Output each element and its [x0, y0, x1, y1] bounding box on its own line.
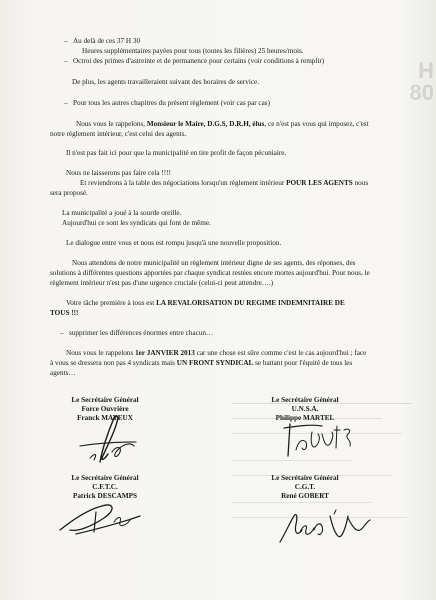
paragraph-profit: Il n'est pas fait ici pour que la municipalité en tire profit de façon pécuniaire. — [66, 149, 287, 157]
paragraph-wait-3: règlement intérieur n'est pas d'une urgence cruciale (celui-ci peut attendre….) — [50, 279, 274, 287]
signature-mayeux — [72, 412, 142, 468]
paragraph-deaf-1: La municipalité a joué à la sourde oreille. — [62, 209, 182, 217]
bleed-through-logo: H 80 — [409, 58, 434, 105]
paragraph-reminder: Nous vous le rappelons, Monsieur le Maire, D.G.S, D.R.H, élus, ce n'est pas vous qui imposez, c'est — [76, 120, 369, 128]
signatory-cgt: Le Secrétaire Général C.G.T. René GOBERT — [271, 474, 339, 500]
paragraph-task: Votre tâche première à tous est LA REVALORISATION DU REGIME INDEMNITAIRE DE — [66, 299, 345, 307]
signature-martel — [282, 420, 362, 460]
bullet-overtime-2: Heures supplémentaires payées pour tous (toutes les filières) 25 heures/mois. — [82, 47, 304, 55]
bullet-chapters: – Pour tous les autres chapitres du présent règlement (voir cas par cas) — [64, 99, 270, 107]
paragraph-task-line2: TOUS !!! — [50, 309, 79, 317]
bullet-allowance: – Octroi des primes d'astreinte et de permanence pour certains (voir conditions à remplir) — [64, 57, 325, 65]
signature-descamps — [56, 500, 144, 540]
paragraph-final-2: à vous se dressera non pas 4 syndicats mais UN FRONT SYNDICAL se battant pour l'équité de tous les — [50, 359, 353, 367]
paragraph-final-1: Nous vous le rappelons 1er JANVIER 2013 car une chose est sûre comme c'est le cas aujourd'hui ; face — [66, 349, 367, 357]
paragraph-wait-2: solutions à différentes questions apportées par chaque syndicat restées encore mortes aujourd'hui. Pour nous, le — [50, 269, 370, 277]
bullet-overtime-1: – Au delà de ces 37 H 30 — [64, 37, 141, 45]
paragraph-deaf-2: Aujourd'hui ce sont les syndicats qui font de même. — [62, 219, 211, 227]
signatory-cftc: Le Secrétaire Général C.F.T.C. Patrick DESCAMPS — [71, 474, 139, 500]
paragraph-final-3: agents… — [50, 369, 76, 377]
paragraph-return-line2: sera proposé. — [50, 189, 88, 197]
signatory-unsa: Le Secrétaire Général U.N.S.A. Philippe MARTEL — [271, 396, 339, 422]
paragraph-return: Et reviendrons à la table des négociations lorsqu'un règlement intérieur POUR LES AGENTS nous — [80, 179, 369, 187]
bullet-suppress: – supprimer les différences énormes entre chacun… — [60, 329, 214, 337]
signatory-fo: Le Secrétaire Général Force Ouvrière Franck MAYEUX — [71, 396, 139, 422]
paragraph-reminder-line2: notre règlement intérieur, c'est celui des agents. — [50, 130, 187, 138]
paragraph-dialogue: Le dialogue entre vous et nous est rompu jusqu'à une nouvelle proposition. — [66, 239, 282, 247]
paragraph-schedule: De plus, les agents travailleraient suivant des horaires de service. — [72, 78, 260, 86]
signature-gobert — [276, 506, 376, 548]
paragraph-let: Nous ne laisserons pas faire cela !!!! — [66, 169, 171, 177]
paragraph-wait-1: Nous attendons de notre municipalité un règlement intérieur digne de ses agents, des réponses, des — [72, 259, 356, 267]
